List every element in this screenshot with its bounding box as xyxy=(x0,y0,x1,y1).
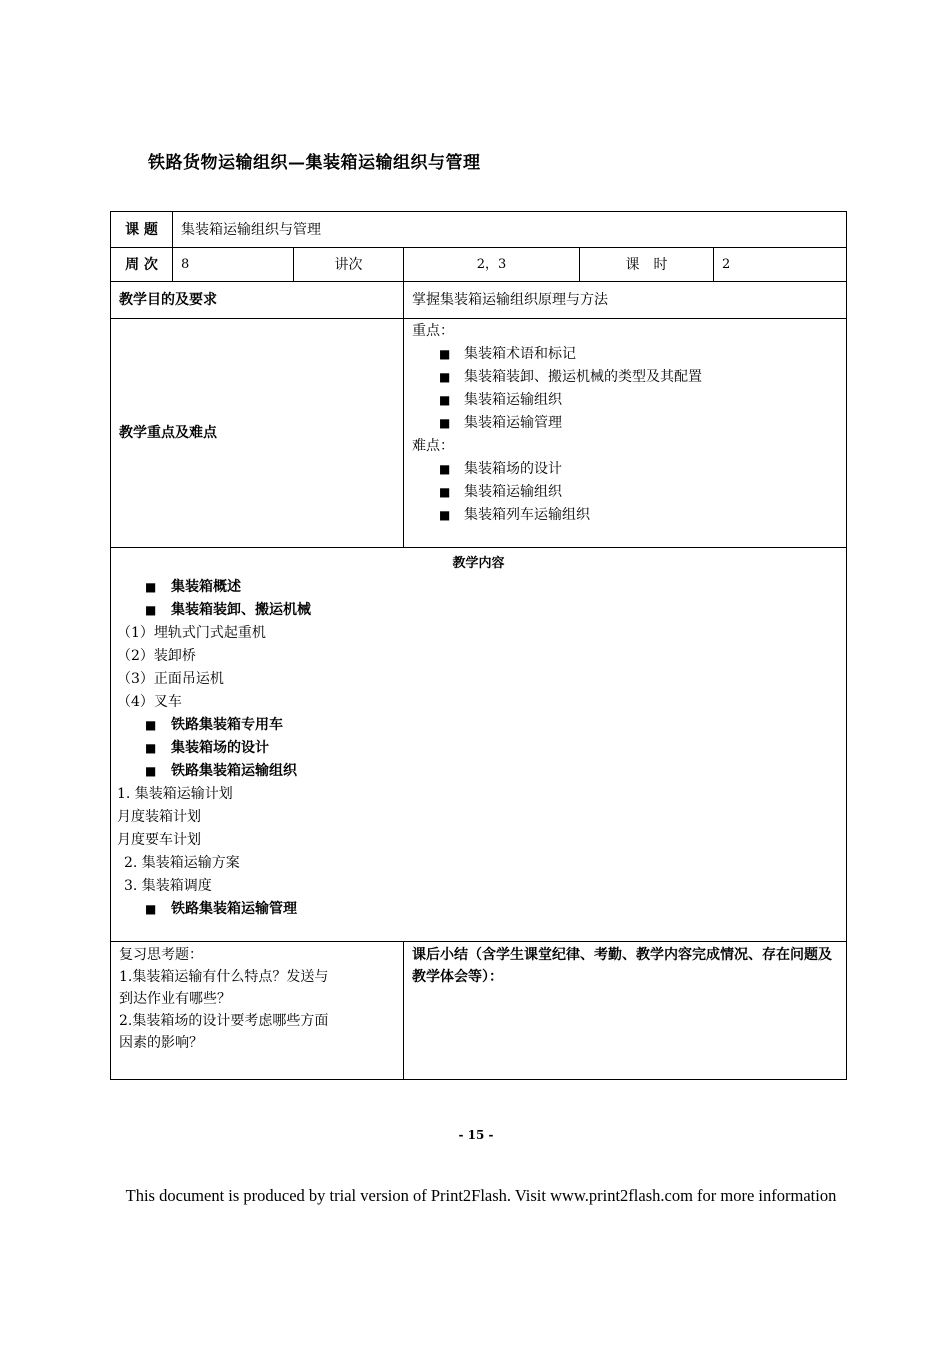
difficult-point: 集装箱场的设计 xyxy=(464,461,562,477)
list-item xyxy=(412,504,838,527)
content-topic: 集装箱场的设计 xyxy=(171,740,269,756)
review-heading: 复习思考题： xyxy=(119,947,203,963)
square-bullet-icon: ■ xyxy=(439,416,451,430)
square-bullet-icon: ■ xyxy=(439,462,451,476)
content-subitem: 1. 集装箱运输计划 xyxy=(117,786,233,802)
content-topic: 铁路集装箱专用车 xyxy=(171,717,283,733)
lecture-value: 2，3 xyxy=(404,248,580,282)
review-line: 因素的影响？ xyxy=(119,1035,203,1051)
keypoints-row xyxy=(111,319,847,548)
list-item xyxy=(412,481,838,504)
lesson-plan-table xyxy=(110,211,847,1080)
difficult-point: 集装箱运输组织 xyxy=(464,484,562,500)
trial-notice: This document is produced by trial version of Print2Flash. Visit www.print2flash.com for more information xyxy=(125,1186,837,1205)
square-bullet-icon: ■ xyxy=(145,764,157,778)
summary-line: 课后小结（含学生课堂纪律、考勤、教学内容完成情况、存在问题及 xyxy=(412,947,832,963)
difficult-heading: 难点： xyxy=(412,438,454,454)
key-point: 集装箱运输管理 xyxy=(464,415,562,431)
content-list-b xyxy=(117,714,840,783)
list-item xyxy=(412,458,838,481)
content-subitem: 月度装箱计划 xyxy=(117,809,201,825)
key-point: 集装箱装卸、搬运机械的类型及其配置 xyxy=(464,369,702,385)
list-item xyxy=(117,576,840,599)
list-item xyxy=(412,343,838,366)
list-item xyxy=(412,412,838,435)
square-bullet-icon: ■ xyxy=(145,741,157,755)
key-point: 集装箱运输组织 xyxy=(464,392,562,408)
difficult-point: 集装箱列车运输组织 xyxy=(464,507,590,523)
square-bullet-icon: ■ xyxy=(439,347,451,361)
review-questions-cell xyxy=(111,942,404,1080)
objective-value: 掌握集装箱运输组织原理与方法 xyxy=(404,282,847,319)
topic-label: 课 题 xyxy=(111,212,173,248)
content-subitem: （3）正面吊运机 xyxy=(117,671,224,687)
content-list-c xyxy=(117,898,840,921)
review-line: 2.集装箱场的设计要考虑哪些方面 xyxy=(119,1013,329,1029)
square-bullet-icon: ■ xyxy=(145,580,157,594)
list-item xyxy=(412,366,838,389)
square-bullet-icon: ■ xyxy=(145,718,157,732)
content-subitem: 3. 集装箱调度 xyxy=(124,878,212,894)
list-item xyxy=(117,737,840,760)
content-topic: 铁路集装箱运输管理 xyxy=(171,901,297,917)
lecture-label: 讲次 xyxy=(294,248,404,282)
keypoints-label: 教学重点及难点 xyxy=(111,319,404,548)
list-item xyxy=(117,599,840,622)
content-topic: 集装箱装卸、搬运机械 xyxy=(171,602,311,618)
objective-row xyxy=(111,282,847,319)
square-bullet-icon: ■ xyxy=(439,485,451,499)
schedule-row xyxy=(111,248,847,282)
content-topic: 集装箱概述 xyxy=(171,579,241,595)
topic-value: 集装箱运输组织与管理 xyxy=(173,212,847,248)
key-points-list xyxy=(412,343,838,435)
content-subitem: （1）埋轨式门式起重机 xyxy=(117,625,266,641)
objective-label: 教学目的及要求 xyxy=(111,282,404,319)
square-bullet-icon: ■ xyxy=(439,370,451,384)
review-line: 到达作业有哪些？ xyxy=(119,991,231,1007)
topic-row xyxy=(111,212,847,248)
content-subitem: （4）叉车 xyxy=(117,694,182,710)
page-number: - 15 - xyxy=(458,1128,494,1142)
hours-value: 2 xyxy=(714,248,847,282)
key-point: 集装箱术语和标记 xyxy=(464,346,576,362)
list-item xyxy=(117,898,840,921)
keypoints-cell xyxy=(404,319,847,548)
summary-cell xyxy=(404,942,847,1080)
hours-label: 课 时 xyxy=(580,248,714,282)
lesson-plan-table-wrapper xyxy=(110,211,846,1080)
difficult-points-list xyxy=(412,458,838,527)
content-subitem: （2）装卸桥 xyxy=(117,648,196,664)
square-bullet-icon: ■ xyxy=(439,393,451,407)
teaching-content-cell xyxy=(111,548,847,942)
key-heading: 重点： xyxy=(412,323,454,339)
week-label: 周 次 xyxy=(111,248,173,282)
content-subitem: 2. 集装箱运输方案 xyxy=(124,855,240,871)
content-subitem: 月度要车计划 xyxy=(117,832,201,848)
square-bullet-icon: ■ xyxy=(145,902,157,916)
square-bullet-icon: ■ xyxy=(439,508,451,522)
content-list-a xyxy=(117,576,840,622)
content-row xyxy=(111,548,847,942)
review-row xyxy=(111,942,847,1080)
list-item xyxy=(117,714,840,737)
content-topic: 铁路集装箱运输组织 xyxy=(171,763,297,779)
list-item xyxy=(412,389,838,412)
square-bullet-icon: ■ xyxy=(145,603,157,617)
content-heading: 教学内容 xyxy=(452,556,505,571)
list-item xyxy=(117,760,840,783)
week-value: 8 xyxy=(173,248,294,282)
summary-line: 教学体会等）： xyxy=(412,969,503,985)
document-title: 铁路货物运输组织—集装箱运输组织与管理 xyxy=(148,153,481,173)
review-line: 1.集装箱运输有什么特点？发送与 xyxy=(119,969,329,985)
